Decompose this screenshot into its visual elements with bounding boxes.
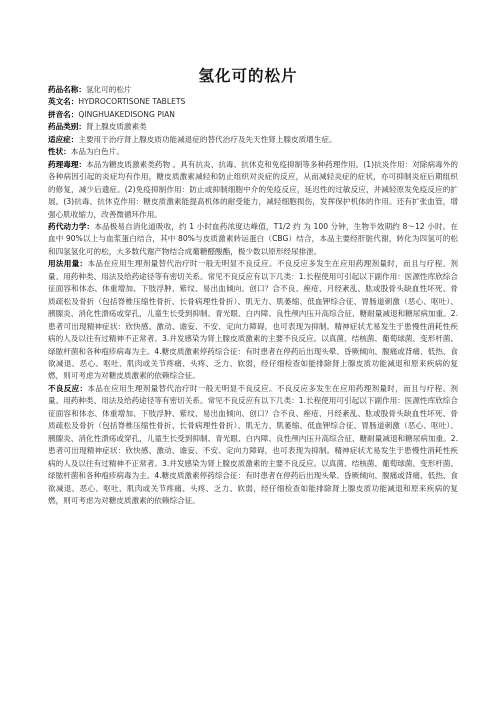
field-label: 药理毒理： bbox=[48, 159, 87, 169]
field-label: 适应症： bbox=[48, 134, 79, 144]
field-paragraph bbox=[48, 121, 458, 133]
field-label: 英文名： bbox=[48, 97, 79, 107]
field-text: 本品在应用生理剂量替代治疗时一般无明显不良反应。不良反应多发生在应用药理剂量时，而且与疗程、剂量、用药种类、用法及给药途径等有密切关系。常见不良反应有以下几类：1.长程使用可引起以下副作用：医源性库欣综合征面容和体态、体重增加、下肢浮肿、紫纹、易出血倾向、创口？合不良、痤疮、月经紊乱、肱或股骨头缺血性坏死、骨质疏松及骨折（包括脊椎压缩性骨折、长骨病理性骨折）、肌无力、肌萎缩、低血钾综合征、胃肠道刺激（恶心、呕吐）、胰腺炎、消化性溃疡或穿孔，儿童生长受到抑制、青光眼、白内障、良性颅内压升高综合征、糖耐量减退和糖尿病加重。2.患者可出现精神症状：欣快感、激动、谵妄、不安、定向力障碍，也可表现为抑制。精神症状尤易发生于患慢性消耗性疾病的人及以往有过精神不正常者。3.并发感染为肾上腺皮质激素的主要不良反应。以真菌、结核菌、葡萄球菌、变形杆菌、绿脓杆菌和各种疱疹病毒为主。4.糖皮质激素停药综合征：有时患者在停药后出现头晕、昏厥倾向、腹痛或背痛、低热、食欲减退、恶心、呕吐、肌肉或关节疼痛、头疼、乏力、软弱，经仔细检查如能排除肾上腺皮质功能减退和原来疾病的复燃，则可考虑为对糖皮质激素的依赖综合征。 bbox=[48, 383, 458, 505]
field-paragraph bbox=[48, 134, 458, 146]
field-text: 本品为白色片。 bbox=[70, 147, 124, 157]
field-label: 拼音名： bbox=[48, 109, 79, 119]
field-paragraph bbox=[48, 383, 458, 508]
field-label: 用法用量： bbox=[48, 259, 88, 269]
field-label: 药品类别： bbox=[48, 122, 86, 132]
field-text: 肾上腺皮质激素类 bbox=[85, 122, 147, 132]
field-paragraph bbox=[48, 258, 458, 383]
field-label: 不良反应： bbox=[48, 383, 88, 393]
field-paragraph bbox=[48, 159, 458, 221]
document-body bbox=[48, 84, 458, 507]
field-text: HYDROCORTISONE TABLETS bbox=[78, 97, 186, 107]
field-paragraph bbox=[48, 109, 458, 121]
field-text: QINGHUAKEDISONG PIAN bbox=[78, 109, 175, 119]
field-label: 性状： bbox=[48, 147, 71, 157]
field-label: 药代动力学： bbox=[48, 221, 95, 231]
field-paragraph bbox=[48, 146, 458, 158]
field-text: 本品为糖皮质激素类药物 。具有抗炎、抗毒、抗休克和免疫抑制等多种药理作用。(1)抗炎作用：对除病毒外的各种病因引起的炎症均有作用，糖皮质激素减轻和防止组织对炎症的反应，从而减轻炎症的症状，亦可抑制炎症后期组织的修复，减少后遗症。(2)免疫抑制作用：防止或抑制细胞中介的免疫反应，延迟性的过敏反应，并减轻原发免疫反应的扩展。(3)抗毒、抗休克作用：糖皮质激素能提高机体的耐受能力，减轻细胞损伤，发挥保护机体的作用。还有扩张血管，增强心肌收缩力，改善微循环作用。 bbox=[48, 159, 458, 219]
field-label: 药品名称： bbox=[48, 85, 86, 94]
field-paragraph bbox=[48, 221, 458, 258]
field-text: 本品极易自消化道吸收，约 1 小时血药浓度达峰值，T1/2 约 为 100 分钟，生物半效期约 8～12 小时。在血中 90%以上与血浆蛋白结合，其中 80%与皮质激素转运蛋白（CBG）结合，本品主要经肝脏代谢，转化为四氢可的松和四氢氢化可的松，大多数代谢产物结合成葡糖醛酸酯，极少数以原形经尿排泄。 bbox=[48, 221, 458, 256]
field-text: 主要用于治疗肾上腺皮质功能减退症的替代治疗及先天性肾上腺皮质增生症。 bbox=[78, 134, 337, 144]
field-text: 氢化可的松片 bbox=[85, 85, 132, 94]
field-paragraph bbox=[48, 96, 458, 108]
field-text: 本品在应用生理剂量替代治疗时一般无明显不良反应。不良反应多发生在应用药理剂量时，而且与疗程、剂量、用药种类、用法及给药途径等有密切关系。常见不良反应有以下几类：1.长程使用可引起以下副作用：医源性库欣综合征面容和体态、体重增加、下肢浮肿、紫纹、易出血倾向、创口？合不良、痤疮、月经紊乱、肱或股骨头缺血性坏死、骨质疏松及骨折（包括脊椎压缩性骨折、长骨病理性骨折）、肌无力、肌萎缩、低血钾综合征、胃肠道刺激（恶心、呕吐）、胰腺炎、消化性溃疡或穿孔，儿童生长受到抑制、青光眼、白内障、良性颅内压升高综合征、糖耐量减退和糖尿病加重。2.患者可出现精神症状：欣快感、激动、谵妄、不安、定向力障碍，也可表现为抑制。精神症状尤易发生于患慢性消耗性疾病的人及以往有过精神不正常者。3.并发感染为肾上腺皮质激素的主要不良反应。以真菌、结核菌、葡萄球菌、变形杆菌、绿脓杆菌和各种疱疹病毒为主。4.糖皮质激素停药综合征：有时患者在停药后出现头晕、昏厥倾向、腹痛或背痛、低热、食欲减退、恶心、呕吐、肌肉或关节疼痛、头疼、乏力、软弱，经仔细检查如能排除肾上腺皮质功能减退和原来疾病的复燃，则可考虑为对糖皮质激素的依赖综合征。 bbox=[48, 259, 458, 381]
document-title: 氢化可的松片 bbox=[198, 67, 298, 85]
field-paragraph bbox=[48, 84, 458, 96]
